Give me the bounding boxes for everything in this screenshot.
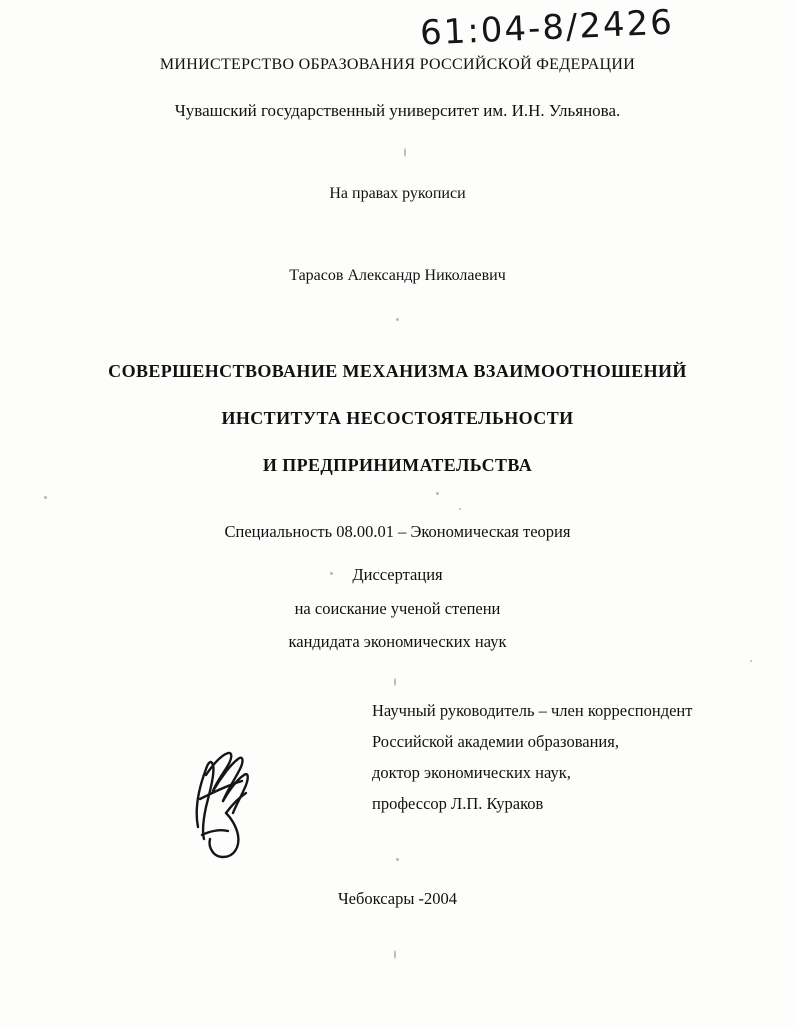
scan-speck: [44, 496, 47, 499]
university-name: Чувашский государственный университет им. И.Н. Ульянова.: [174, 101, 621, 120]
manuscript-note: На правах рукописи: [329, 185, 466, 202]
degree-line-2: кандидата экономических наук: [288, 632, 507, 651]
ministry-heading: МИНИСТЕРСТВО ОБРАЗОВАНИЯ РОССИЙСКОЙ ФЕДЕРАЦИИ: [159, 56, 636, 73]
advisor-line-2: Российской академии образования,: [372, 732, 619, 751]
scan-speck: [394, 678, 396, 686]
scan-speck: [394, 950, 396, 959]
title-line-2: ИНСТИТУТА НЕСОСТОЯТЕЛЬНОСТИ: [221, 408, 574, 428]
scan-speck: [404, 148, 406, 157]
scan-speck: [459, 508, 461, 510]
dissertation-title: [0, 348, 795, 489]
scan-speck: [436, 492, 439, 495]
title-line-3: И ПРЕДПРИНИМАТЕЛЬСТВА: [262, 455, 533, 475]
scan-speck: [396, 318, 399, 321]
city-and-year: Чебоксары -2004: [337, 889, 458, 908]
scan-speck: [750, 660, 752, 662]
scan-speck: [330, 572, 333, 575]
archive-code-handwritten: 61:04-8/2426: [419, 2, 675, 54]
advisor-line-1: Научный руководитель – член корреспондент: [372, 701, 693, 720]
advisor-line-3: доктор экономических наук,: [372, 763, 571, 782]
advisor-line-4: профессор Л.П. Кураков: [372, 794, 544, 813]
academic-advisor-block: [372, 695, 692, 819]
degree-line-1: на соискание ученой степени: [294, 599, 501, 618]
dissertation-word: Диссертация: [352, 565, 443, 584]
scan-speck: [396, 858, 399, 861]
handwritten-signature: [180, 735, 280, 865]
title-line-1: СОВЕРШЕНСТВОВАНИЕ МЕХАНИЗМА ВЗАИМООТНОШЕНИЙ: [108, 361, 687, 381]
author-name: Тарасов Александр Николаевич: [289, 267, 506, 284]
specialty-line: Специальность 08.00.01 – Экономическая теория: [224, 522, 571, 541]
